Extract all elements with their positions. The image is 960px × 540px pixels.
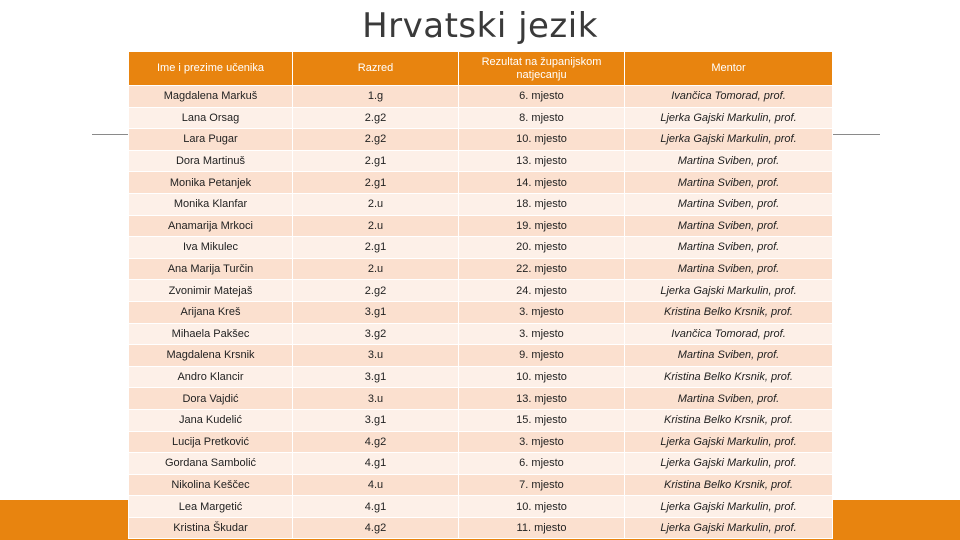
- mentor-cell: Martina Sviben, prof.: [625, 388, 833, 410]
- result-cell: 20. mjesto: [459, 237, 625, 259]
- table-row: [129, 431, 833, 453]
- table-row: [129, 345, 833, 367]
- mentor-cell: Martina Sviben, prof.: [625, 193, 833, 215]
- table-header-row: [129, 52, 833, 86]
- table-row: [129, 129, 833, 151]
- result-cell: 3. mjesto: [459, 323, 625, 345]
- student-name-cell: Gordana Sambolić: [129, 453, 293, 475]
- student-name-cell: Magdalena Krsnik: [129, 345, 293, 367]
- class-cell: 4.g2: [293, 517, 459, 539]
- student-name-cell: Lucija Pretković: [129, 431, 293, 453]
- class-cell: 2.u: [293, 215, 459, 237]
- class-cell: 2.u: [293, 258, 459, 280]
- table-row: [129, 86, 833, 108]
- student-name-cell: Ana Marija Turčin: [129, 258, 293, 280]
- student-name-cell: Dora Martinuš: [129, 150, 293, 172]
- class-cell: 1.g: [293, 86, 459, 108]
- class-cell: 3.g1: [293, 366, 459, 388]
- table-body: [129, 86, 833, 539]
- result-cell: 10. mjesto: [459, 366, 625, 388]
- class-cell: 2.g1: [293, 172, 459, 194]
- mentor-cell: Kristina Belko Krsnik, prof.: [625, 301, 833, 323]
- mentor-cell: Kristina Belko Krsnik, prof.: [625, 366, 833, 388]
- mentor-cell: Kristina Belko Krsnik, prof.: [625, 474, 833, 496]
- table-row: [129, 172, 833, 194]
- student-name-cell: Nikolina Keščec: [129, 474, 293, 496]
- result-cell: 3. mjesto: [459, 301, 625, 323]
- student-name-cell: Jana Kudelić: [129, 409, 293, 431]
- table-row: [129, 323, 833, 345]
- result-cell: 24. mjesto: [459, 280, 625, 302]
- class-cell: 2.u: [293, 193, 459, 215]
- result-cell: 22. mjesto: [459, 258, 625, 280]
- student-name-cell: Zvonimir Matejaš: [129, 280, 293, 302]
- table-row: [129, 215, 833, 237]
- result-cell: 10. mjesto: [459, 496, 625, 518]
- mentor-cell: Martina Sviben, prof.: [625, 237, 833, 259]
- mentor-cell: Ljerka Gajski Markulin, prof.: [625, 280, 833, 302]
- result-cell: 15. mjesto: [459, 409, 625, 431]
- table-row: [129, 474, 833, 496]
- mentor-cell: Martina Sviben, prof.: [625, 258, 833, 280]
- table-row: [129, 280, 833, 302]
- table-row: [129, 388, 833, 410]
- header-result: Rezultat na županijskom natjecanju: [459, 52, 625, 86]
- header-class: Razred: [293, 52, 459, 86]
- mentor-cell: Martina Sviben, prof.: [625, 150, 833, 172]
- mentor-cell: Ljerka Gajski Markulin, prof.: [625, 517, 833, 539]
- result-cell: 8. mjesto: [459, 107, 625, 129]
- table-row: [129, 409, 833, 431]
- student-name-cell: Dora Vajdić: [129, 388, 293, 410]
- class-cell: 3.g1: [293, 409, 459, 431]
- table-row: [129, 496, 833, 518]
- student-name-cell: Kristina Škudar: [129, 517, 293, 539]
- slide-title: Hrvatski jezik: [362, 6, 598, 46]
- table-row: [129, 150, 833, 172]
- student-name-cell: Arijana Kreš: [129, 301, 293, 323]
- student-name-cell: Lea Margetić: [129, 496, 293, 518]
- divider-line-left: [92, 134, 128, 135]
- class-cell: 4.g1: [293, 496, 459, 518]
- table-row: [129, 517, 833, 539]
- result-cell: 18. mjesto: [459, 193, 625, 215]
- result-cell: 19. mjesto: [459, 215, 625, 237]
- result-cell: 13. mjesto: [459, 388, 625, 410]
- table-row: [129, 237, 833, 259]
- mentor-cell: Ljerka Gajski Markulin, prof.: [625, 129, 833, 151]
- student-name-cell: Monika Klanfar: [129, 193, 293, 215]
- class-cell: 2.g2: [293, 280, 459, 302]
- mentor-cell: Ivančica Tomorad, prof.: [625, 86, 833, 108]
- mentor-cell: Ljerka Gajski Markulin, prof.: [625, 453, 833, 475]
- class-cell: 4.g2: [293, 431, 459, 453]
- result-cell: 10. mjesto: [459, 129, 625, 151]
- table-row: [129, 193, 833, 215]
- class-cell: 2.g1: [293, 237, 459, 259]
- class-cell: 3.u: [293, 345, 459, 367]
- result-cell: 6. mjesto: [459, 86, 625, 108]
- student-name-cell: Lana Orsag: [129, 107, 293, 129]
- result-cell: 14. mjesto: [459, 172, 625, 194]
- mentor-cell: Kristina Belko Krsnik, prof.: [625, 409, 833, 431]
- class-cell: 3.u: [293, 388, 459, 410]
- student-name-cell: Magdalena Markuš: [129, 86, 293, 108]
- mentor-cell: Ljerka Gajski Markulin, prof.: [625, 107, 833, 129]
- header-mentor: Mentor: [625, 52, 833, 86]
- mentor-cell: Ljerka Gajski Markulin, prof.: [625, 431, 833, 453]
- class-cell: 2.g2: [293, 129, 459, 151]
- class-cell: 2.g1: [293, 150, 459, 172]
- class-cell: 2.g2: [293, 107, 459, 129]
- table-row: [129, 453, 833, 475]
- result-cell: 13. mjesto: [459, 150, 625, 172]
- divider-line-right: [832, 134, 880, 135]
- student-name-cell: Mihaela Pakšec: [129, 323, 293, 345]
- student-name-cell: Anamarija Mrkoci: [129, 215, 293, 237]
- student-name-cell: Andro Klancir: [129, 366, 293, 388]
- result-cell: 3. mjesto: [459, 431, 625, 453]
- student-name-cell: Iva Mikulec: [129, 237, 293, 259]
- table-row: [129, 258, 833, 280]
- student-name-cell: Monika Petanjek: [129, 172, 293, 194]
- header-student-name: Ime i prezime učenika: [129, 52, 293, 86]
- mentor-cell: Martina Sviben, prof.: [625, 345, 833, 367]
- mentor-cell: Martina Sviben, prof.: [625, 172, 833, 194]
- mentor-cell: Martina Sviben, prof.: [625, 215, 833, 237]
- results-table: [128, 51, 833, 539]
- result-cell: 9. mjesto: [459, 345, 625, 367]
- class-cell: 4.u: [293, 474, 459, 496]
- mentor-cell: Ivančica Tomorad, prof.: [625, 323, 833, 345]
- class-cell: 3.g1: [293, 301, 459, 323]
- result-cell: 11. mjesto: [459, 517, 625, 539]
- class-cell: 3.g2: [293, 323, 459, 345]
- result-cell: 7. mjesto: [459, 474, 625, 496]
- student-name-cell: Lara Pugar: [129, 129, 293, 151]
- table-row: [129, 366, 833, 388]
- result-cell: 6. mjesto: [459, 453, 625, 475]
- table-row: [129, 301, 833, 323]
- mentor-cell: Ljerka Gajski Markulin, prof.: [625, 496, 833, 518]
- class-cell: 4.g1: [293, 453, 459, 475]
- table-row: [129, 107, 833, 129]
